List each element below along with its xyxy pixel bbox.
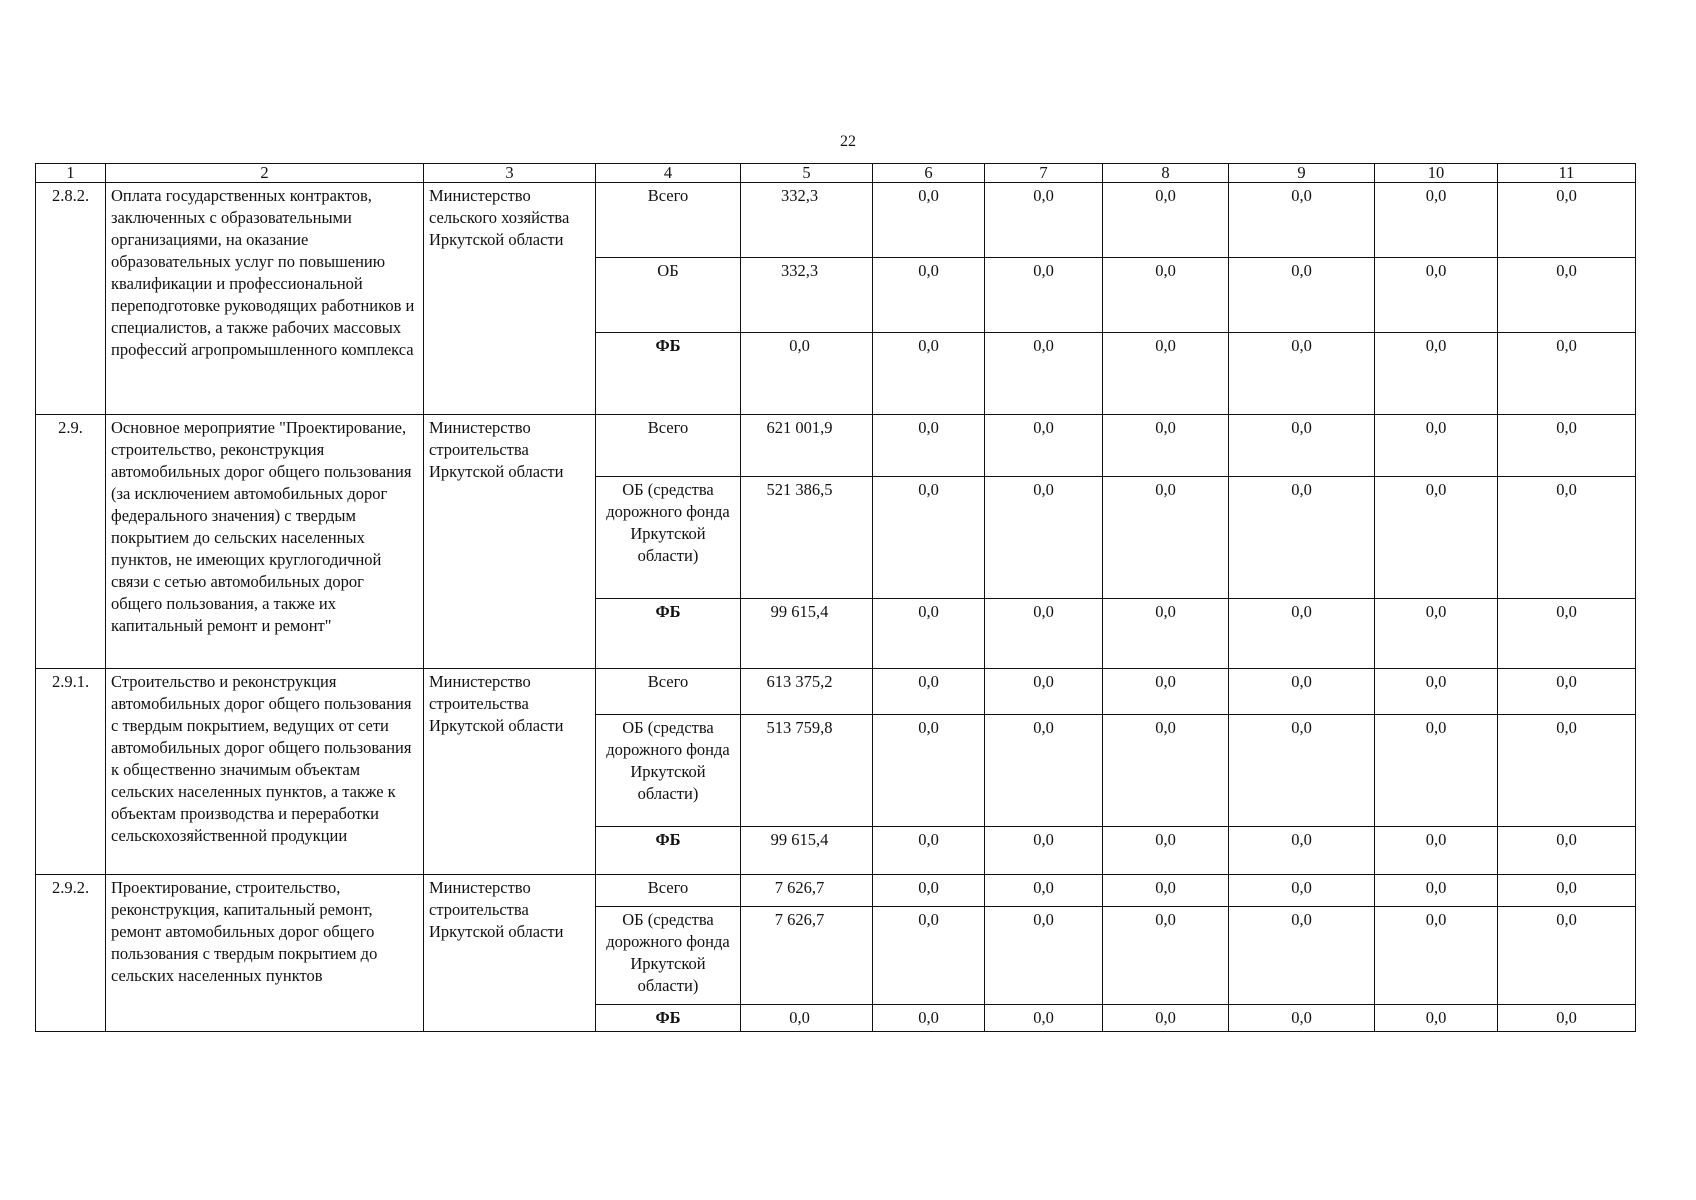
funding-source: ФБ	[596, 827, 741, 875]
value-cell: 0,0	[1498, 258, 1636, 333]
column-header: 4	[596, 164, 741, 183]
value-cell: 0,0	[1498, 415, 1636, 477]
funding-source: Всего	[596, 415, 741, 477]
value-cell: 0,0	[1498, 827, 1636, 875]
row-description: Оплата государственных контрактов, заключенных с образовательными организациями, на оказание образовательных услуг по повышению квалификации и профессиональной переподготовке руководящих работников и специалистов, а также рабочих массовых профессий агропромышленного комплекса	[106, 183, 424, 415]
table-row	[36, 183, 1636, 258]
value-cell: 613 375,2	[741, 669, 873, 715]
funding-source: ОБ (средства дорожного фонда Иркутской области)	[596, 477, 741, 599]
value-cell: 0,0	[985, 477, 1103, 599]
value-cell: 0,0	[1498, 1005, 1636, 1032]
value-cell: 0,0	[1498, 333, 1636, 415]
value-cell: 0,0	[985, 333, 1103, 415]
value-cell: 0,0	[1375, 183, 1498, 258]
value-cell: 0,0	[1498, 477, 1636, 599]
value-cell: 0,0	[1103, 599, 1229, 669]
column-header: 3	[424, 164, 596, 183]
row-number: 2.9.1.	[36, 669, 106, 875]
value-cell: 0,0	[985, 827, 1103, 875]
funding-source: ОБ (средства дорожного фонда Иркутской области)	[596, 715, 741, 827]
value-cell: 0,0	[1103, 183, 1229, 258]
value-cell: 0,0	[873, 258, 985, 333]
table-row	[36, 415, 1636, 477]
value-cell: 0,0	[1103, 907, 1229, 1005]
value-cell: 0,0	[985, 669, 1103, 715]
column-header: 6	[873, 164, 985, 183]
value-cell: 0,0	[1229, 415, 1375, 477]
value-cell: 0,0	[1498, 669, 1636, 715]
value-cell: 0,0	[1229, 599, 1375, 669]
row-number: 2.9.	[36, 415, 106, 669]
value-cell: 332,3	[741, 258, 873, 333]
value-cell: 0,0	[985, 715, 1103, 827]
value-cell: 0,0	[1229, 1005, 1375, 1032]
value-cell: 0,0	[873, 477, 985, 599]
value-cell: 0,0	[1103, 715, 1229, 827]
funding-source: Всего	[596, 669, 741, 715]
value-cell: 0,0	[741, 1005, 873, 1032]
value-cell: 0,0	[985, 875, 1103, 907]
funding-source: ОБ	[596, 258, 741, 333]
value-cell: 0,0	[1375, 258, 1498, 333]
value-cell: 0,0	[873, 415, 985, 477]
funding-source: Всего	[596, 875, 741, 907]
column-header: 9	[1229, 164, 1375, 183]
value-cell: 332,3	[741, 183, 873, 258]
value-cell: 0,0	[1498, 715, 1636, 827]
value-cell: 0,0	[873, 827, 985, 875]
value-cell: 0,0	[873, 1005, 985, 1032]
value-cell: 99 615,4	[741, 827, 873, 875]
value-cell: 0,0	[985, 907, 1103, 1005]
column-header: 1	[36, 164, 106, 183]
value-cell: 0,0	[1229, 183, 1375, 258]
value-cell: 0,0	[873, 669, 985, 715]
value-cell: 0,0	[1498, 875, 1636, 907]
funding-source: ФБ	[596, 1005, 741, 1032]
value-cell: 0,0	[873, 183, 985, 258]
column-header: 8	[1103, 164, 1229, 183]
budget-table	[35, 163, 1636, 1032]
row-organization: Министерство строительства Иркутской области	[424, 875, 596, 1032]
value-cell: 99 615,4	[741, 599, 873, 669]
table-row	[36, 875, 1636, 907]
value-cell: 0,0	[1103, 333, 1229, 415]
value-cell: 0,0	[1103, 415, 1229, 477]
value-cell: 513 759,8	[741, 715, 873, 827]
value-cell: 0,0	[1498, 599, 1636, 669]
value-cell: 0,0	[1103, 827, 1229, 875]
column-header: 5	[741, 164, 873, 183]
column-number-row	[36, 164, 1636, 183]
funding-source: ОБ (средства дорожного фонда Иркутской области)	[596, 907, 741, 1005]
value-cell: 0,0	[1229, 333, 1375, 415]
value-cell: 0,0	[1103, 258, 1229, 333]
row-organization: Министерство строительства Иркутской области	[424, 669, 596, 875]
value-cell: 0,0	[1103, 1005, 1229, 1032]
funding-source: Всего	[596, 183, 741, 258]
value-cell: 0,0	[1229, 907, 1375, 1005]
value-cell: 0,0	[1229, 258, 1375, 333]
row-organization: Министерство сельского хозяйства Иркутской области	[424, 183, 596, 415]
value-cell: 0,0	[1229, 875, 1375, 907]
value-cell: 0,0	[873, 875, 985, 907]
row-description: Проектирование, строительство, реконструкция, капитальный ремонт, ремонт автомобильных дорог общего пользования с твердым покрытием до сельских населенных пунктов	[106, 875, 424, 1032]
value-cell: 0,0	[1375, 599, 1498, 669]
value-cell: 0,0	[1103, 669, 1229, 715]
value-cell: 0,0	[873, 599, 985, 669]
value-cell: 521 386,5	[741, 477, 873, 599]
column-header: 11	[1498, 164, 1636, 183]
value-cell: 0,0	[985, 183, 1103, 258]
value-cell: 0,0	[741, 333, 873, 415]
value-cell: 0,0	[1103, 875, 1229, 907]
value-cell: 0,0	[1375, 715, 1498, 827]
value-cell: 0,0	[985, 258, 1103, 333]
value-cell: 0,0	[1375, 827, 1498, 875]
value-cell: 0,0	[1375, 1005, 1498, 1032]
value-cell: 0,0	[873, 907, 985, 1005]
value-cell: 0,0	[985, 1005, 1103, 1032]
value-cell: 0,0	[1229, 477, 1375, 599]
value-cell: 0,0	[985, 599, 1103, 669]
value-cell: 0,0	[985, 415, 1103, 477]
row-number: 2.8.2.	[36, 183, 106, 415]
column-header: 7	[985, 164, 1103, 183]
page-number: 22	[840, 133, 856, 150]
value-cell: 0,0	[1375, 875, 1498, 907]
row-description: Строительство и реконструкция автомобильных дорог общего пользования с твердым покрытием, ведущих от сети автомобильных дорог общего пользования к общественно значимым объектам сельских населенных пунктов, а также к объектам производства и переработки сельскохозяйственной продукции	[106, 669, 424, 875]
value-cell: 7 626,7	[741, 875, 873, 907]
value-cell: 0,0	[1375, 477, 1498, 599]
value-cell: 7 626,7	[741, 907, 873, 1005]
value-cell: 0,0	[1375, 333, 1498, 415]
value-cell: 0,0	[1498, 907, 1636, 1005]
row-description: Основное мероприятие "Проектирование, строительство, реконструкция автомобильных дорог общего пользования (за исключением автомобильных дорог федерального значения) с твердым покрытием до сельских населенных пунктов, не имеющих круглогодичной связи с сетью автомобильных дорог общего пользования, а также их капитальный ремонт и ремонт"	[106, 415, 424, 669]
value-cell: 0,0	[873, 715, 985, 827]
value-cell: 0,0	[1229, 827, 1375, 875]
value-cell: 621 001,9	[741, 415, 873, 477]
value-cell: 0,0	[1498, 183, 1636, 258]
value-cell: 0,0	[1375, 415, 1498, 477]
row-number: 2.9.2.	[36, 875, 106, 1032]
value-cell: 0,0	[1375, 669, 1498, 715]
funding-source: ФБ	[596, 599, 741, 669]
column-header: 10	[1375, 164, 1498, 183]
value-cell: 0,0	[873, 333, 985, 415]
value-cell: 0,0	[1103, 477, 1229, 599]
value-cell: 0,0	[1229, 715, 1375, 827]
funding-source: ФБ	[596, 333, 741, 415]
row-organization: Министерство строительства Иркутской области	[424, 415, 596, 669]
value-cell: 0,0	[1375, 907, 1498, 1005]
table-row	[36, 669, 1636, 715]
value-cell: 0,0	[1229, 669, 1375, 715]
column-header: 2	[106, 164, 424, 183]
